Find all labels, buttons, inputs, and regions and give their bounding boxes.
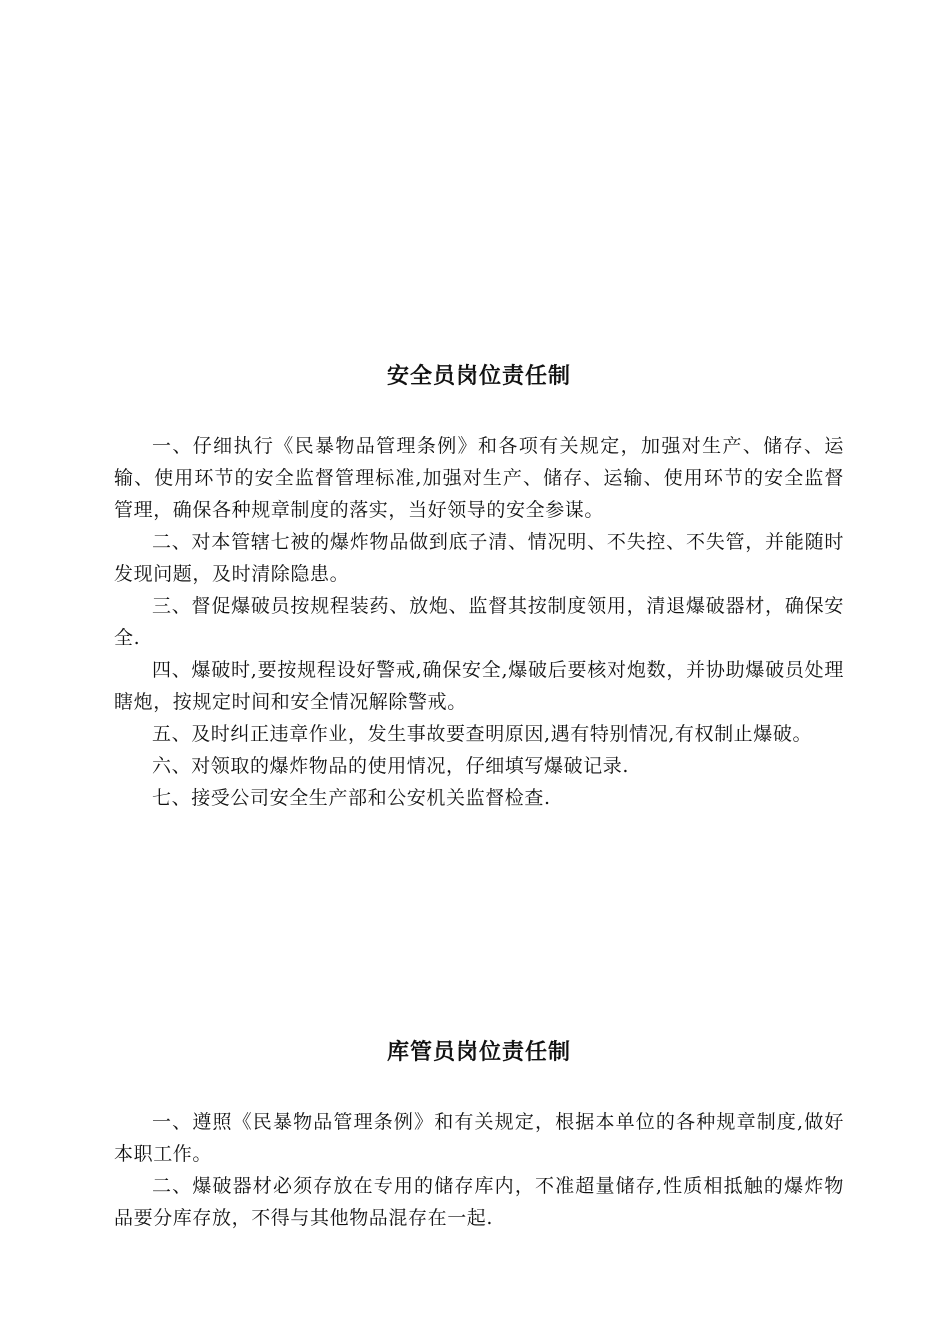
warehouse-keeper-section [114,1034,844,1234]
paragraph: 七、接受公司安全生产部和公安机关监督检查. [152,787,551,809]
section-title: 安全员岗位责任制 [386,364,571,389]
paragraph: 四、爆破时,要按规程设好警戒,确保安全,爆破后要核对炮数，并协助爆破员处理瞎炮，按规定时间和安全情况解除警戒。 [114,659,844,713]
paragraph: 五、及时纠正违章作业，发生事故要查明原因,遇有特别情况,有权制止爆破。 [152,723,813,745]
section-body [114,1106,844,1234]
safety-officer-section [114,358,844,814]
paragraph: 二、对本管辖七被的爆炸物品做到底子清、情况明、不失控、不失管，并能随时发现问题，及时清除隐患。 [114,531,844,585]
paragraph: 二、爆破器材必须存放在专用的储存库内，不准超量储存,性质相抵触的爆炸物品要分库存放，不得与其他物品混存在一起. [114,1175,844,1229]
paragraph: 一、仔细执行《民暴物品管理条例》和各项有关规定，加强对生产、储存、运输、使用环节的安全监督管理标准,加强对生产、储存、运输、使用环节的安全监督管理，确保各种规章制度的落实，当好领导的安全参谋。 [114,435,844,521]
section-title: 库管员岗位责任制 [386,1040,571,1065]
paragraph: 一、遵照《民暴物品管理条例》和有关规定，根据本单位的各种规章制度,做好本职工作。 [114,1111,844,1165]
paragraph: 六、对领取的爆炸物品的使用情况，仔细填写爆破记录. [152,755,630,777]
paragraph: 三、督促爆破员按规程装药、放炮、监督其按制度领用，清退爆破器材，确保安全. [114,595,844,649]
section-body [114,430,844,814]
